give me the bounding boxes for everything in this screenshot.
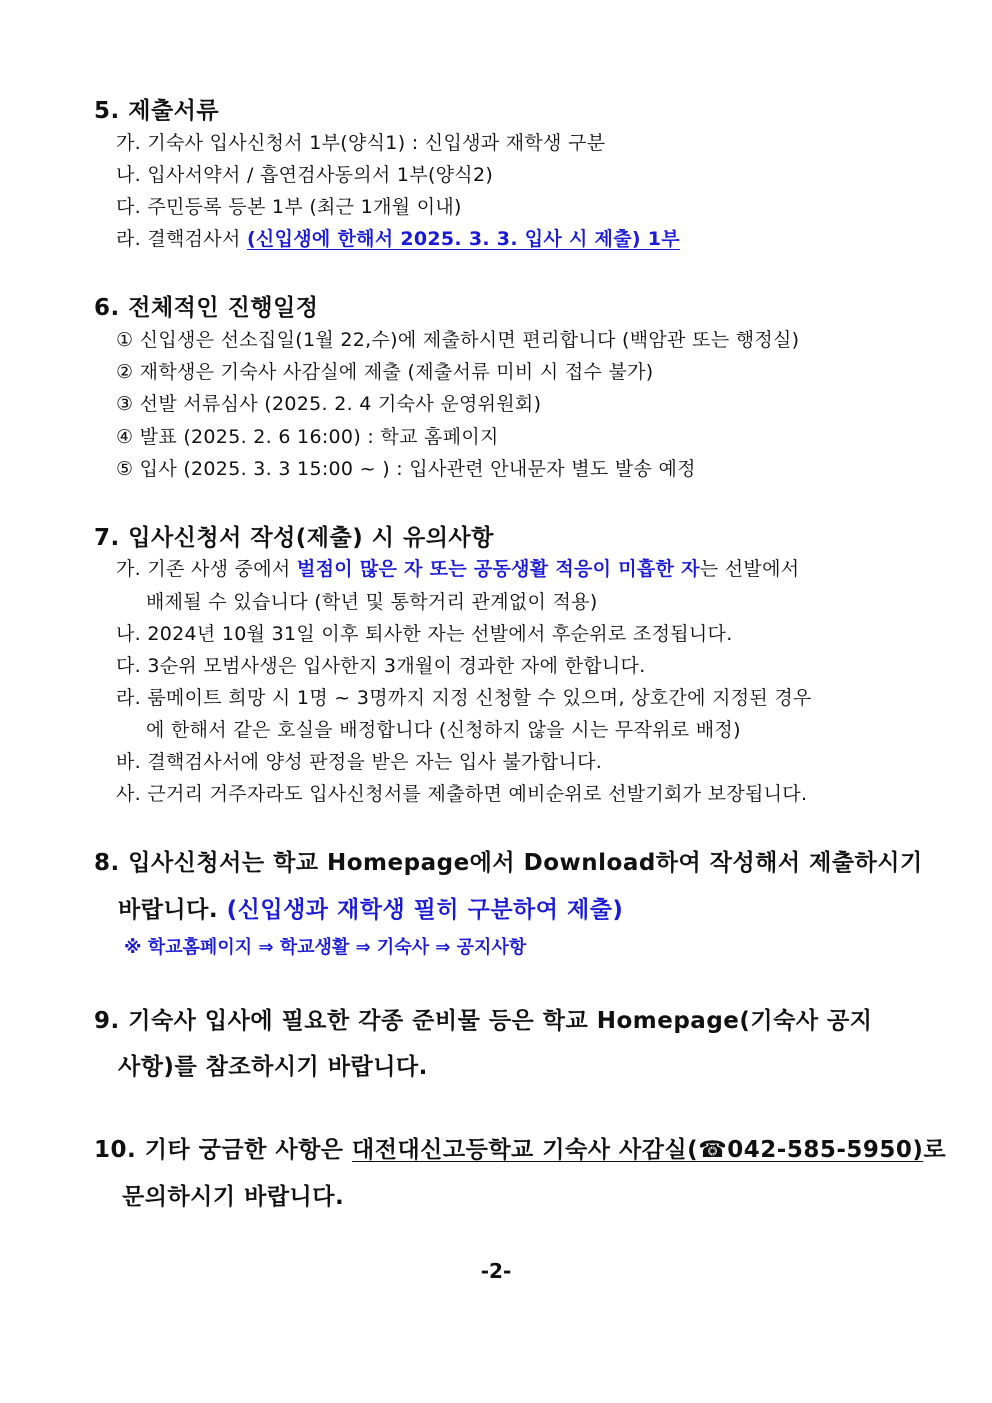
section-8-line-2: [118, 891, 623, 924]
section-10-prefix: 10. 기타 궁금한 사항은: [94, 1137, 353, 1163]
section-5-item-4: [116, 224, 680, 251]
section-7-title: 7. 입사신청서 작성(제출) 시 유의사항: [94, 525, 494, 551]
section-9-line-1: 9. 기숙사 입사에 필요한 각종 준비물 등은 학교 Homepage(기숙사 공지: [94, 1008, 873, 1034]
section-9-line-2: 사항)를 참조하시기 바랍니다.: [118, 1054, 428, 1080]
section-7-item-a: [116, 554, 799, 581]
section-5-item-4-highlight: (신입생에 한해서 2025. 3. 3. 입사 시 제출) 1부: [246, 228, 680, 250]
section-6-item-1: ① 신입생은 선소집일(1월 22,수)에 제출하시면 편리합니다 (백암관 또는 행정실): [116, 329, 800, 351]
section-6-item-2: ② 재학생은 기숙사 사감실에 제출 (제출서류 미비 시 접수 불가): [116, 361, 654, 383]
section-5-item-3: 다. 주민등록 등본 1부 (최근 1개월 이내): [116, 196, 462, 218]
section-5-item-2: 나. 입사서약서 / 흡연검사동의서 1부(양식2): [116, 164, 494, 186]
section-6-item-4: ④ 발표 (2025. 2. 6 16:00) : 학교 홈페이지: [116, 426, 499, 448]
section-10-line-2: 문의하시기 바랍니다.: [122, 1184, 345, 1210]
section-7-item-d-continued: 에 한해서 같은 호실을 배정합니다 (신청하지 않을 시는 무작위로 배정): [146, 719, 741, 741]
section-10-line-1: [94, 1131, 946, 1164]
section-7-item-a-suffix: 는 선발에서: [699, 558, 800, 580]
homepage-path-note: ※ 학교홈페이지 ⇒ 학교생활 ⇒ 기숙사 ⇒ 공지사항: [124, 937, 527, 958]
page-number: -2-: [480, 1259, 512, 1283]
section-6-item-5: ⑤ 입사 (2025. 3. 3 15:00 ~ ) : 입사관련 안내문자 별도 발송 예정: [116, 458, 696, 480]
section-5-item-1: 가. 기숙사 입사신청서 1부(양식1) : 신입생과 재학생 구분: [116, 132, 606, 154]
section-8-line-2-prefix: 바랍니다.: [118, 897, 227, 923]
section-7-item-a-continued: 배제될 수 있습니다 (학년 및 통학거리 관계없이 적용): [146, 591, 598, 613]
section-6-title: 6. 전체적인 진행일정: [94, 295, 319, 321]
section-10-suffix: 로: [923, 1137, 947, 1163]
section-7-item-c: 다. 3순위 모범사생은 입사한지 3개월이 경과한 자에 한합니다.: [116, 655, 646, 677]
section-7-item-a-prefix: 가. 기존 사생 중에서: [116, 558, 297, 580]
section-6-item-3: ③ 선발 서류심사 (2025. 2. 4 기숙사 운영위원회): [116, 393, 542, 415]
section-5-item-4-prefix: 라. 결핵검사서: [116, 228, 247, 250]
section-8-line-1: 8. 입사신청서는 학교 Homepage에서 Download하여 작성해서 제출하시기: [94, 850, 923, 876]
section-7-item-e: 바. 결핵검사서에 양성 판정을 받은 자는 입사 불가합니다.: [116, 751, 603, 773]
section-7-item-d: 라. 룸메이트 희망 시 1명 ~ 3명까지 지정 신청할 수 있으며, 상호간에 지정된 경우: [116, 687, 812, 709]
dormitory-office-contact: 대전대신고등학교 기숙사 사감실(☎042-585-5950): [352, 1137, 924, 1163]
section-8-line-2-highlight: (신입생과 재학생 필히 구분하여 제출): [226, 897, 624, 923]
section-7-item-f: 사. 근거리 거주자라도 입사신청서를 제출하면 예비순위로 선발기회가 보장됩니다.: [116, 783, 808, 805]
section-7-item-a-highlight: 벌점이 많은 자 또는 공동생활 적응이 미흡한 자: [296, 558, 700, 580]
section-7-item-b: 나. 2024년 10월 31일 이후 퇴사한 자는 선발에서 후순위로 조정됩니다.: [116, 623, 733, 645]
section-5-title: 5. 제출서류: [94, 98, 220, 124]
